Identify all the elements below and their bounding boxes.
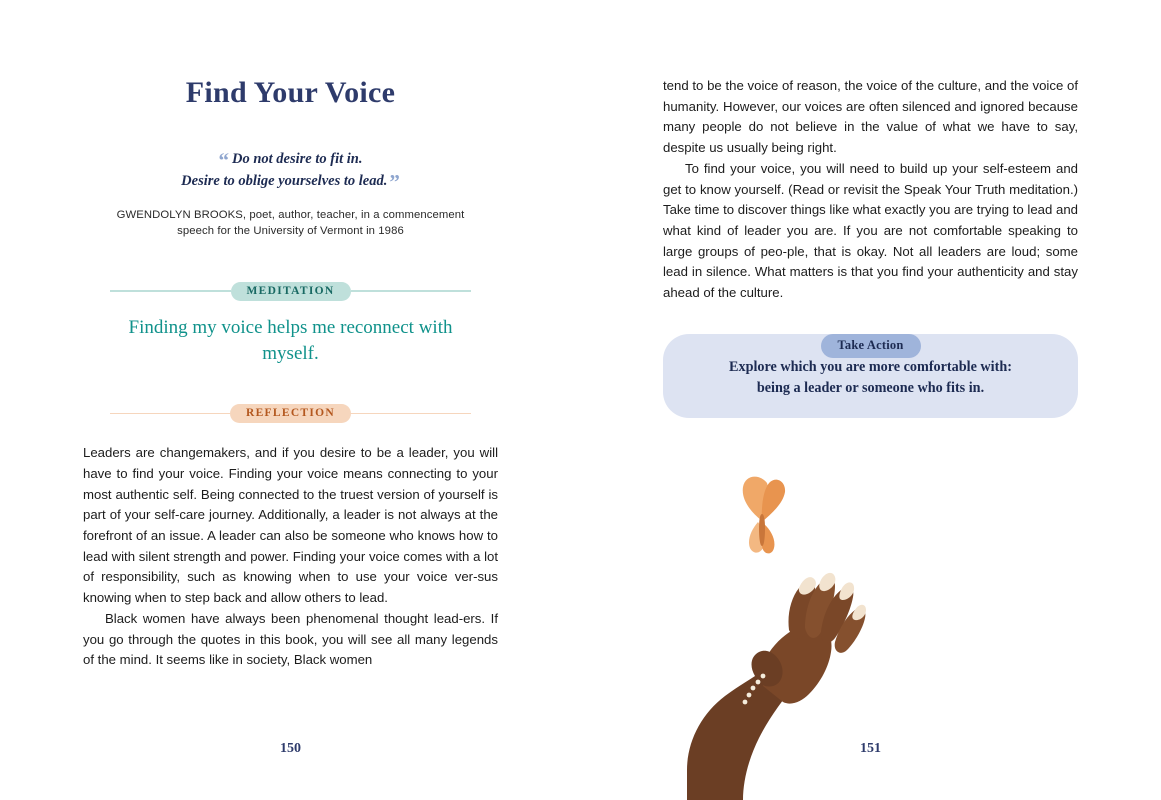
pull-quote bbox=[83, 148, 498, 193]
quote-attribution: GWENDOLYN BROOKS, poet, author, teacher, in a commencement speech for the University of Vermont in 1986 bbox=[116, 208, 465, 238]
divider-right bbox=[351, 290, 472, 292]
quote-line-1: Do not desire to fit in. bbox=[231, 151, 363, 167]
paragraph: Leaders are changemakers, and if you desire to be a leader, you will have to find your voice. Finding your voice means connecting to your most authentic self. Being connected to the truest version of yourself is part of your self-care journey. Additionally, a leader is not always at the forefront of an issue. A leader can also be someone who knows how to lead with silent strength and power. Finding your voice comes with a lot of responsibility, such as knowing when to use your voice ver-sus knowing when to step back and allow others to lead. bbox=[83, 445, 498, 606]
meditation-label: MEDITATION bbox=[231, 282, 351, 301]
left-page bbox=[83, 0, 498, 800]
take-action-section bbox=[663, 334, 1078, 418]
paragraph: To find your voice, you will need to build up your self-esteem and get to know yourself. (Read or revisit the Speak Your Truth meditation.) Take time to discover things like what exactly you are trying to lead and what kind of leader you are. If you are not comfortable speaking to large groups of peo-ple, that is okay. Not all leaders are loud; some lead in silence. What matters is that you find your authenticity and stay ahead of the culture. bbox=[663, 160, 1078, 301]
reflection-section-label bbox=[83, 404, 498, 423]
right-page bbox=[663, 0, 1078, 800]
divider-left bbox=[110, 290, 231, 292]
right-body-text bbox=[663, 76, 1078, 304]
paragraph: tend to be the voice of reason, the voice of the culture, and the voice of humanity. However, our voices are often silenced and ignored because many people do not believe in the value of what we have to say, despite us usually being right. bbox=[663, 78, 1078, 156]
take-action-line-2: being a leader or someone who fits in. bbox=[756, 380, 985, 397]
quote-open-icon: “ bbox=[218, 148, 229, 172]
left-body-text bbox=[83, 443, 498, 671]
paragraph: Black women have always been phenomenal thought lead-ers. If you go through the quotes in this book, you will see all many legends of the mind. It seems like in society, Black women bbox=[83, 610, 498, 668]
meditation-text: Finding my voice helps me reconnect with myself. bbox=[128, 316, 453, 364]
meditation-section-label bbox=[83, 282, 498, 301]
take-action-label: Take Action bbox=[821, 334, 921, 358]
reflection-label: REFLECTION bbox=[230, 404, 351, 423]
quote-close-icon: ” bbox=[389, 170, 400, 195]
quote-line-2: Desire to oblige yourselves to lead. bbox=[181, 173, 388, 190]
page-number-left: 150 bbox=[280, 741, 301, 756]
page-title: Find Your Voice bbox=[185, 76, 396, 109]
take-action-line-1: Explore which you are more comfortable with: bbox=[729, 358, 1012, 375]
divider-right bbox=[351, 413, 471, 415]
hand-icon bbox=[687, 573, 866, 800]
divider-left bbox=[110, 413, 230, 415]
page-number-right: 151 bbox=[860, 741, 881, 756]
butterfly-icon bbox=[743, 477, 785, 554]
